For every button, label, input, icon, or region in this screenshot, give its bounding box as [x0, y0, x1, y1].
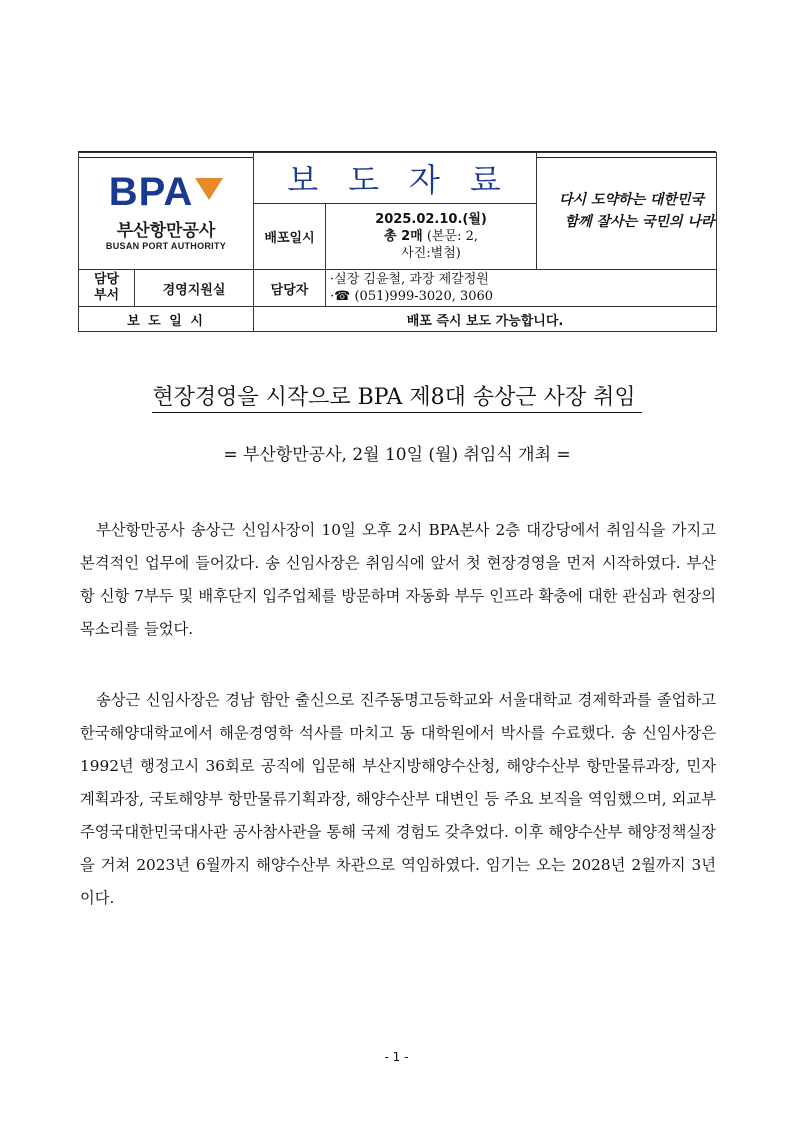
- pages-detail-2: 사진:별첨): [401, 246, 461, 262]
- contact-label: 담당자: [254, 270, 326, 307]
- dist-date: 2025.02.10.(월): [375, 212, 487, 228]
- contact-info: [326, 270, 717, 307]
- logo-name-kr: 부산항만공사: [116, 220, 216, 241]
- headline: [78, 380, 716, 411]
- logo-cell: [79, 153, 254, 270]
- release-value: 배포 즉시 보도 가능합니다.: [254, 307, 717, 332]
- logo-brand: BPA: [108, 169, 194, 214]
- contact-names: ·실장 김윤철, 과장 제갈정원: [330, 272, 489, 287]
- body-paragraph-2: [80, 684, 716, 915]
- slogan-line-2: 함께 잘사는 국민의 나라: [564, 214, 715, 230]
- dist-date-cell: [326, 204, 537, 270]
- contact-phone: ·☎ (051)999-3020, 3060: [330, 289, 494, 304]
- pages-detail: (본문: 2,: [426, 229, 478, 245]
- logo-triangle-icon: [195, 178, 223, 200]
- page-number: - 1 -: [384, 1050, 409, 1064]
- press-release-header-table: [78, 152, 717, 332]
- paragraph-1-text: 부산항만공사 송상근 신임사장이 10일 오후 2시 BPA본사 2층 대강당에서 취임식을 가지고 본격적인 업무에 들어갔다. 송 신임사장은 취임식에 앞서 첫 현장경영을 먼저 시작하였다. 부산항 신항 7부두 및 배후단지 입주업체를 방문하며 자동화 부두 인프라 확충에 대한 관심과 현장의 목소리를 들었다.: [80, 521, 716, 638]
- slogan-line-1: 다시 도약하는 대한민국: [559, 192, 705, 208]
- dist-date-label: 배포일시: [254, 204, 326, 270]
- dept-label: 담당 부서: [79, 270, 135, 307]
- body-paragraph-1: [80, 514, 716, 646]
- pages-total: 총 2매: [384, 229, 423, 245]
- slogan: [537, 153, 717, 270]
- bpa-logo: [79, 169, 253, 251]
- release-label: 보 도 일 시: [79, 307, 254, 332]
- headline-text: 현장경영을 시작으로 BPA 제8대 송상근 사장 취임: [152, 385, 641, 413]
- subheadline: = 부산항만공사, 2월 10일 (월) 취임식 개최 =: [223, 445, 571, 465]
- paragraph-2-text: 송상근 신임사장은 경남 함안 출신으로 진주동명고등학교와 서울대학교 경제학과를 졸업하고 한국해양대학교에서 해운경영학 석사를 마치고 동 대학원에서 박사를 수료했다. 송 신임사장은 1992년 행정고시 36회로 공직에 입문해 부산지방해양수산청, 해양수산부 항만물류과장, 민자계획과장, 국토해양부 항만물류기획과장, 해양수산부 대변인 등 주요 보직을 역임했으며, 외교부 주영국대한민국대사관 공사참사관을 통해 국제 경험도 갖추었다. 이후 해양수산부 해양정책실장을 거쳐 2023년 6월까지 해양수산부 차관으로 역임하였다. 임기는 오는 2028년 2월까지 3년이다.: [80, 691, 716, 907]
- dept-value: 경영지원실: [135, 270, 254, 307]
- doc-title: 보도자료: [254, 153, 537, 204]
- logo-name-en: BUSAN PORT AUTHORITY: [105, 240, 227, 251]
